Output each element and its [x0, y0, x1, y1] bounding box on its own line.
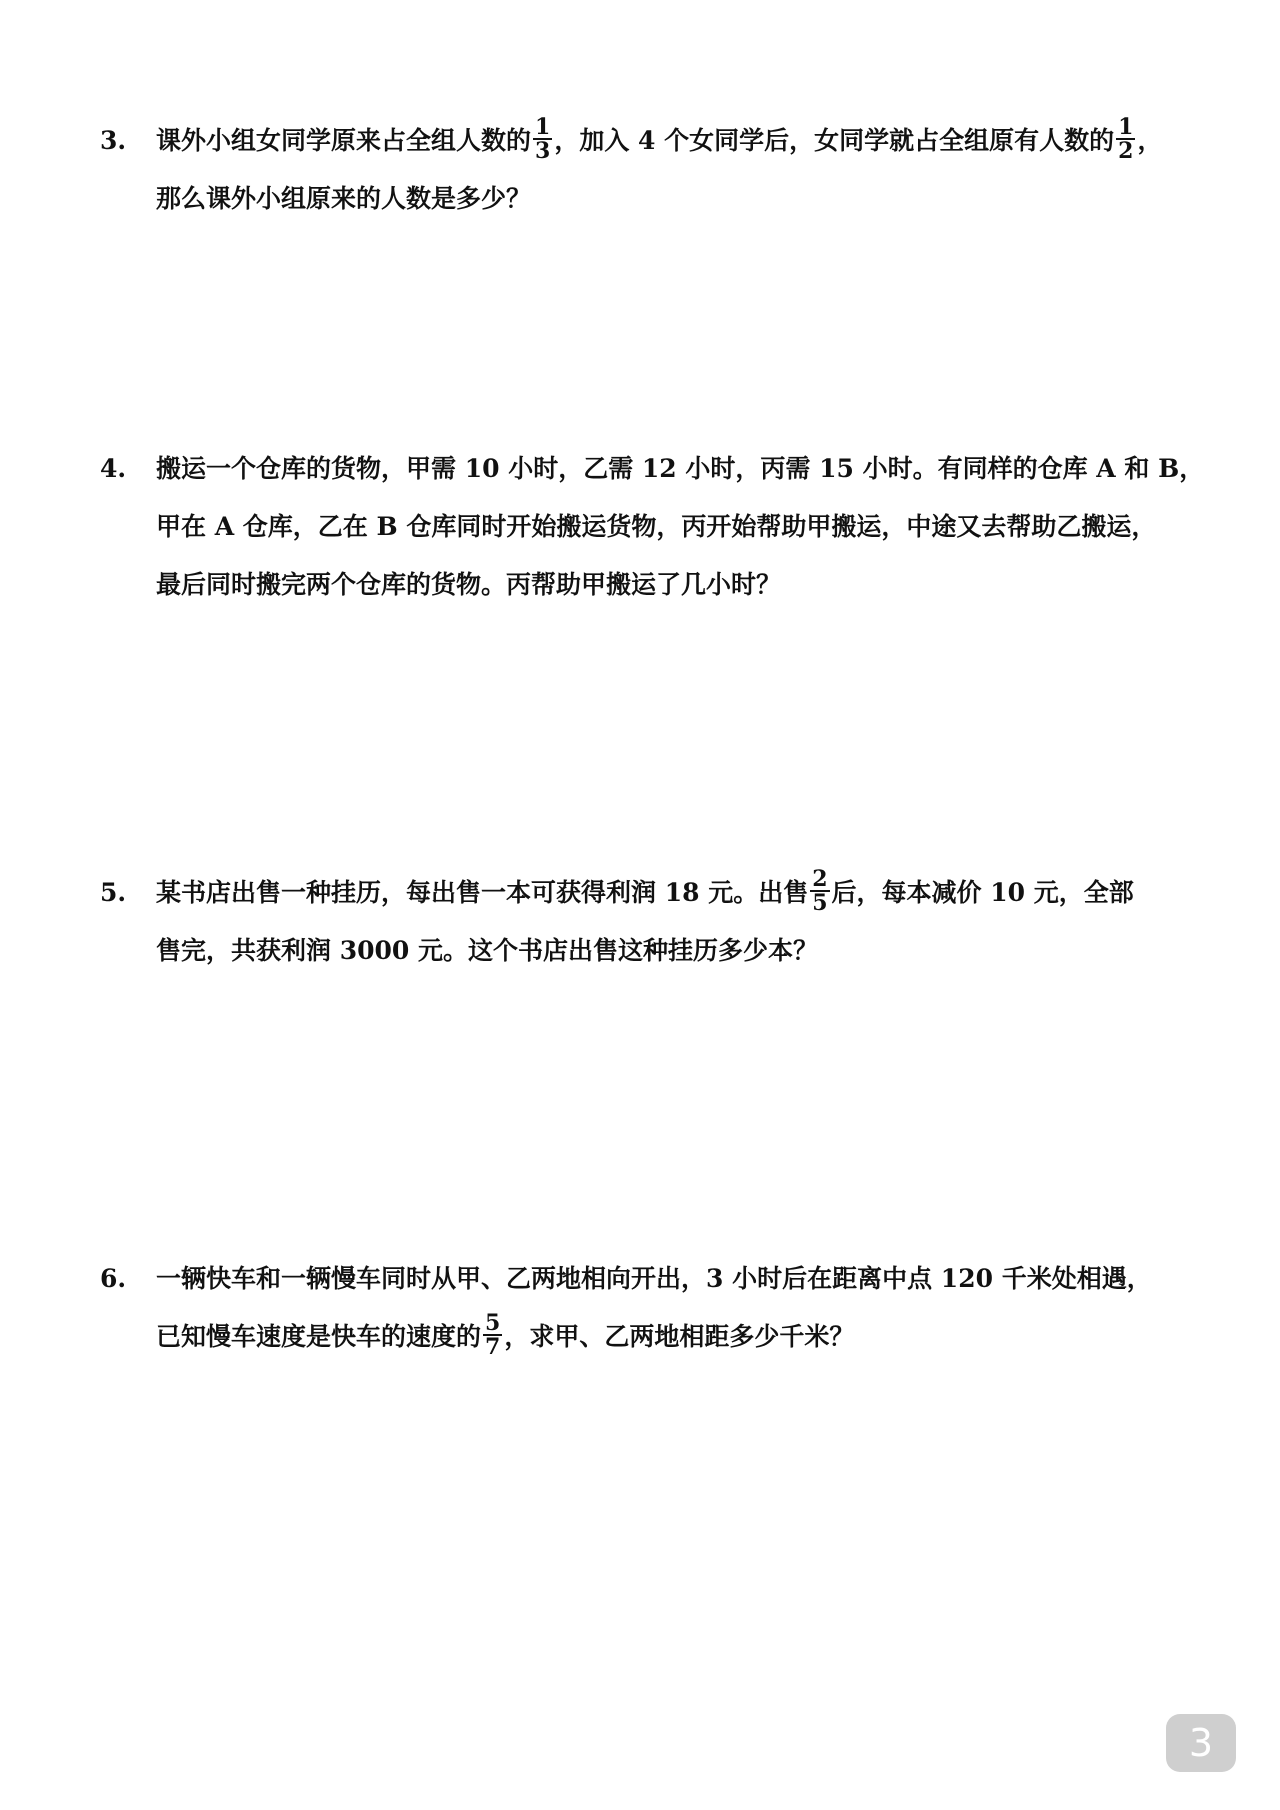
problem-line: 甲在 A 仓库，乙在 B 仓库同时开始搬运货物，丙开始帮助甲搬运，中途又去帮助乙搬运，	[156, 512, 1157, 541]
text-segment: 某书店出售一种挂历，每出售一本可获得利润 18 元。出售	[156, 878, 809, 907]
fraction-numerator: 1	[535, 113, 551, 140]
fraction-denominator: 2	[1118, 137, 1134, 164]
text-segment: 后，每本减价 10 元，全部	[831, 878, 1134, 907]
text-segment: 课外小组女同学原来占全组人数的	[156, 126, 532, 155]
problem-line: 那么课外小组原来的人数是多少？	[156, 184, 532, 213]
problem-number: 5.	[100, 878, 127, 907]
fraction-denominator: 3	[535, 137, 551, 164]
problem-line: 最后同时搬完两个仓库的货物。丙帮助甲搬运了几小时？	[156, 570, 782, 599]
problem-line	[156, 1308, 1210, 1366]
problem-5	[100, 864, 1210, 980]
fraction-numerator: 2	[812, 865, 828, 892]
text-segment: ，加入 4 个女同学后，女同学就占全组原有人数的	[554, 126, 1115, 155]
problem-line: 一辆快车和一辆慢车同时从甲、乙两地相向开出，3 小时后在距离中点 120 千米处相遇，	[156, 1264, 1152, 1293]
problem-line: 搬运一个仓库的货物，甲需 10 小时，乙需 12 小时，丙需 15 小时。有同样的仓库 A 和 B，	[156, 454, 1205, 483]
problem-line: 售完，共获利润 3000 元。这个书店出售这种挂历多少本？	[156, 936, 818, 965]
text-segment: ，	[1137, 126, 1163, 155]
fraction	[810, 865, 829, 916]
problem-text	[156, 1250, 1210, 1366]
fraction-numerator: 1	[1118, 113, 1134, 140]
problem-text	[156, 864, 1210, 980]
problem-4	[100, 440, 1210, 614]
fraction-numerator: 5	[485, 1309, 501, 1336]
text-segment: ，求甲、乙两地相距多少千米？	[504, 1322, 855, 1351]
fraction	[1116, 113, 1135, 164]
problem-3	[100, 112, 1210, 228]
problem-text	[156, 440, 1210, 614]
page-number-badge: 3	[1166, 1714, 1236, 1772]
fraction	[533, 113, 552, 164]
problem-text	[156, 112, 1210, 228]
problem-6	[100, 1250, 1210, 1366]
problem-number: 6.	[100, 1264, 127, 1293]
fraction	[483, 1309, 502, 1360]
problem-line	[156, 112, 1210, 170]
problem-line	[156, 864, 1210, 922]
text-segment: 已知慢车速度是快车的速度的	[156, 1322, 482, 1351]
problem-number: 3.	[100, 126, 127, 155]
fraction-denominator: 5	[812, 889, 828, 916]
problem-number: 4.	[100, 454, 127, 483]
fraction-denominator: 7	[485, 1333, 501, 1360]
